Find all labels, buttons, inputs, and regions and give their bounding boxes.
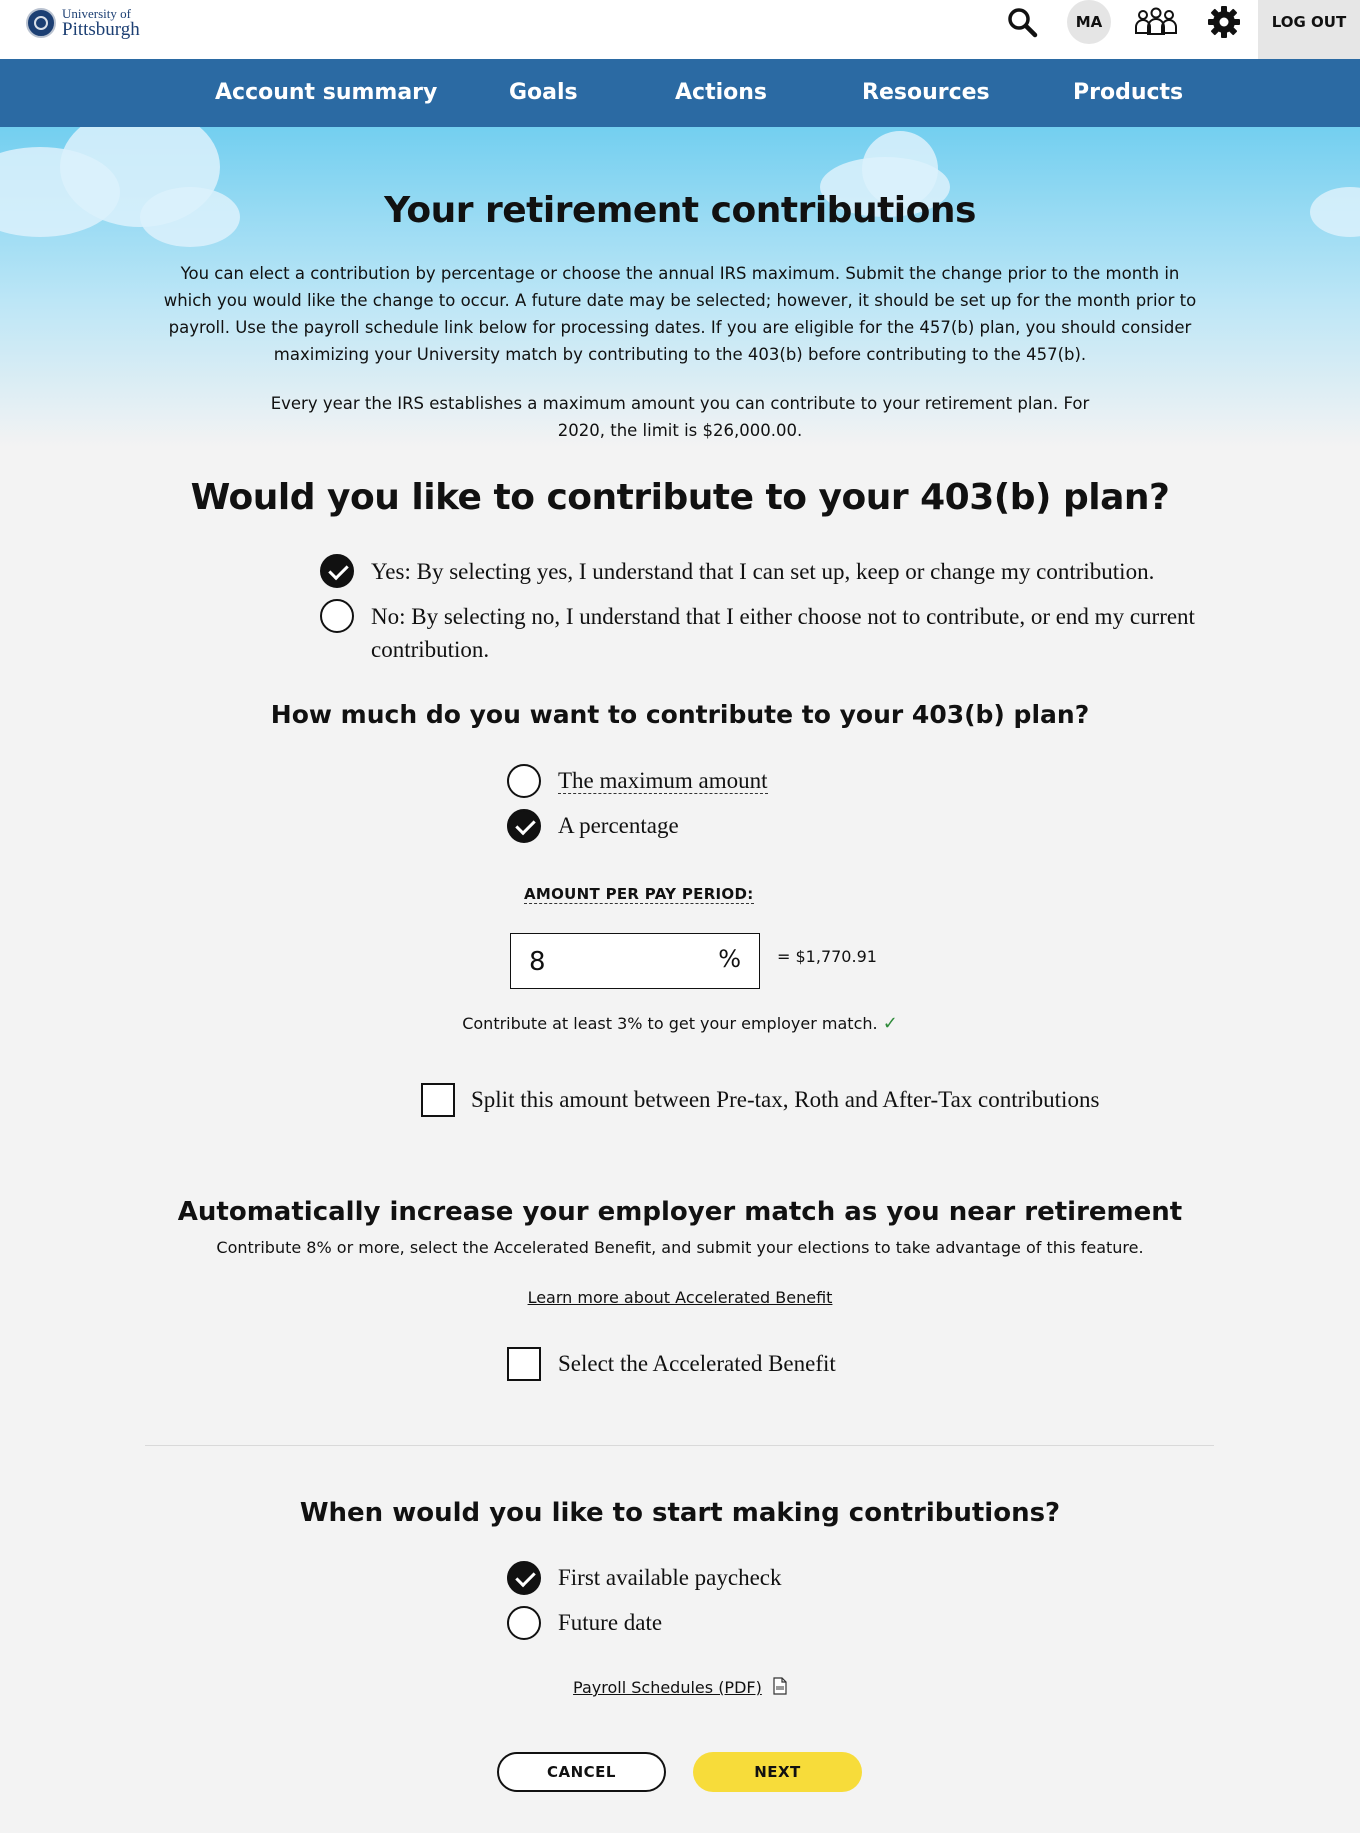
employer-match-note: [0, 1013, 1360, 1034]
university-seal-icon: [26, 8, 56, 38]
plan-no-label[interactable]: No: By selecting no, I understand that I either choose not to contribute, or end my current contribution.: [371, 604, 1195, 662]
nav-account-summary[interactable]: Account summary: [215, 80, 438, 105]
top-bar: [0, 0, 1360, 59]
payroll-link-wrapper: [0, 1677, 1360, 1699]
max-amount-radio[interactable]: [507, 764, 541, 798]
percentage-input[interactable]: [527, 940, 691, 984]
employer-match-text: Contribute at least 3% to get your employer match.: [462, 1014, 878, 1033]
check-icon: ✓: [882, 1013, 898, 1034]
first-paycheck-label[interactable]: First available paycheck: [558, 1565, 782, 1590]
first-paycheck-radio[interactable]: [507, 1561, 541, 1595]
accelerated-heading: Automatically increase your employer match as you near retirement: [177, 1197, 1183, 1227]
split-contributions-checkbox[interactable]: [421, 1083, 455, 1117]
max-amount-label[interactable]: The maximum amount: [558, 768, 768, 793]
cancel-button[interactable]: CANCEL: [497, 1752, 666, 1792]
amount-label-text: AMOUNT PER PAY PERIOD:: [524, 885, 754, 903]
percentage-label[interactable]: A percentage: [558, 813, 679, 838]
avatar[interactable]: MA: [1067, 0, 1111, 44]
accelerated-benefit-label[interactable]: Select the Accelerated Benefit: [558, 1351, 836, 1376]
university-logo[interactable]: [26, 5, 140, 41]
main-nav: [0, 59, 1360, 127]
plan-yes-radio[interactable]: [320, 554, 354, 588]
accelerated-benefit-checkbox[interactable]: [507, 1347, 541, 1381]
plan-yes-label[interactable]: Yes: By selecting yes, I understand that I can set up, keep or change my contribution.: [371, 559, 1155, 584]
nav-products[interactable]: Products: [1073, 80, 1184, 105]
irs-limit-paragraph: Every year the IRS establishes a maximum amount you can contribute to your retirement plan. For 2020, the limit is $26,000.00.: [270, 394, 1090, 440]
search-icon[interactable]: [1003, 0, 1041, 44]
percent-unit: %: [718, 945, 741, 973]
percentage-input-wrapper: [510, 933, 760, 989]
future-date-label[interactable]: Future date: [558, 1610, 663, 1635]
percentage-radio[interactable]: [507, 809, 541, 843]
learn-more-link[interactable]: Learn more about Accelerated Benefit: [527, 1288, 833, 1307]
pdf-file-icon: [773, 1677, 787, 1699]
plan-no-radio[interactable]: [320, 599, 354, 633]
future-date-radio[interactable]: [507, 1606, 541, 1640]
people-icon[interactable]: [1132, 0, 1180, 44]
max-amount-option[interactable]: [558, 764, 768, 797]
next-button[interactable]: NEXT: [693, 1752, 862, 1792]
split-contributions-label[interactable]: Split this amount between Pre-tax, Roth and After-Tax contributions: [471, 1087, 1100, 1112]
amount-question-heading: How much do you want to contribute to your 403(b) plan?: [270, 700, 1090, 729]
amount-per-pay-period-label: [524, 885, 754, 903]
section-divider: [145, 1445, 1214, 1446]
learn-more-wrapper: [0, 1288, 1360, 1307]
accelerated-description: Contribute 8% or more, select the Accelerated Benefit, and submit your elections to take advantage of this feature.: [216, 1238, 1144, 1257]
intro-paragraph: You can elect a contribution by percentage or choose the annual IRS maximum. Submit the change prior to the month in which you would like the change to occur. A future date may be selected; however, it should be set up for the month prior to payroll. Use the payroll schedule link below for processing dates. If you are eligible for the 457(b) plan, you should consider maximizing your University match by contributing to the 403(b) before contributing to the 457(b).: [163, 264, 1197, 364]
start-question-heading: When would you like to start making contributions?: [299, 1498, 1061, 1528]
gear-icon[interactable]: [1206, 0, 1242, 44]
logout-button[interactable]: LOG OUT: [1258, 0, 1360, 59]
plan-question-heading: Would you like to contribute to your 403(b) plan?: [190, 477, 1170, 518]
computed-amount: = $1,770.91: [777, 947, 877, 966]
page-title: Your retirement contributions: [384, 190, 976, 231]
nav-resources[interactable]: Resources: [862, 80, 990, 105]
nav-actions[interactable]: Actions: [675, 80, 767, 105]
nav-goals[interactable]: Goals: [509, 80, 578, 105]
logo-line-1: University of: [62, 6, 131, 21]
logo-line-2: Pittsburgh: [62, 19, 140, 40]
payroll-schedules-link[interactable]: Payroll Schedules (PDF): [573, 1678, 762, 1697]
